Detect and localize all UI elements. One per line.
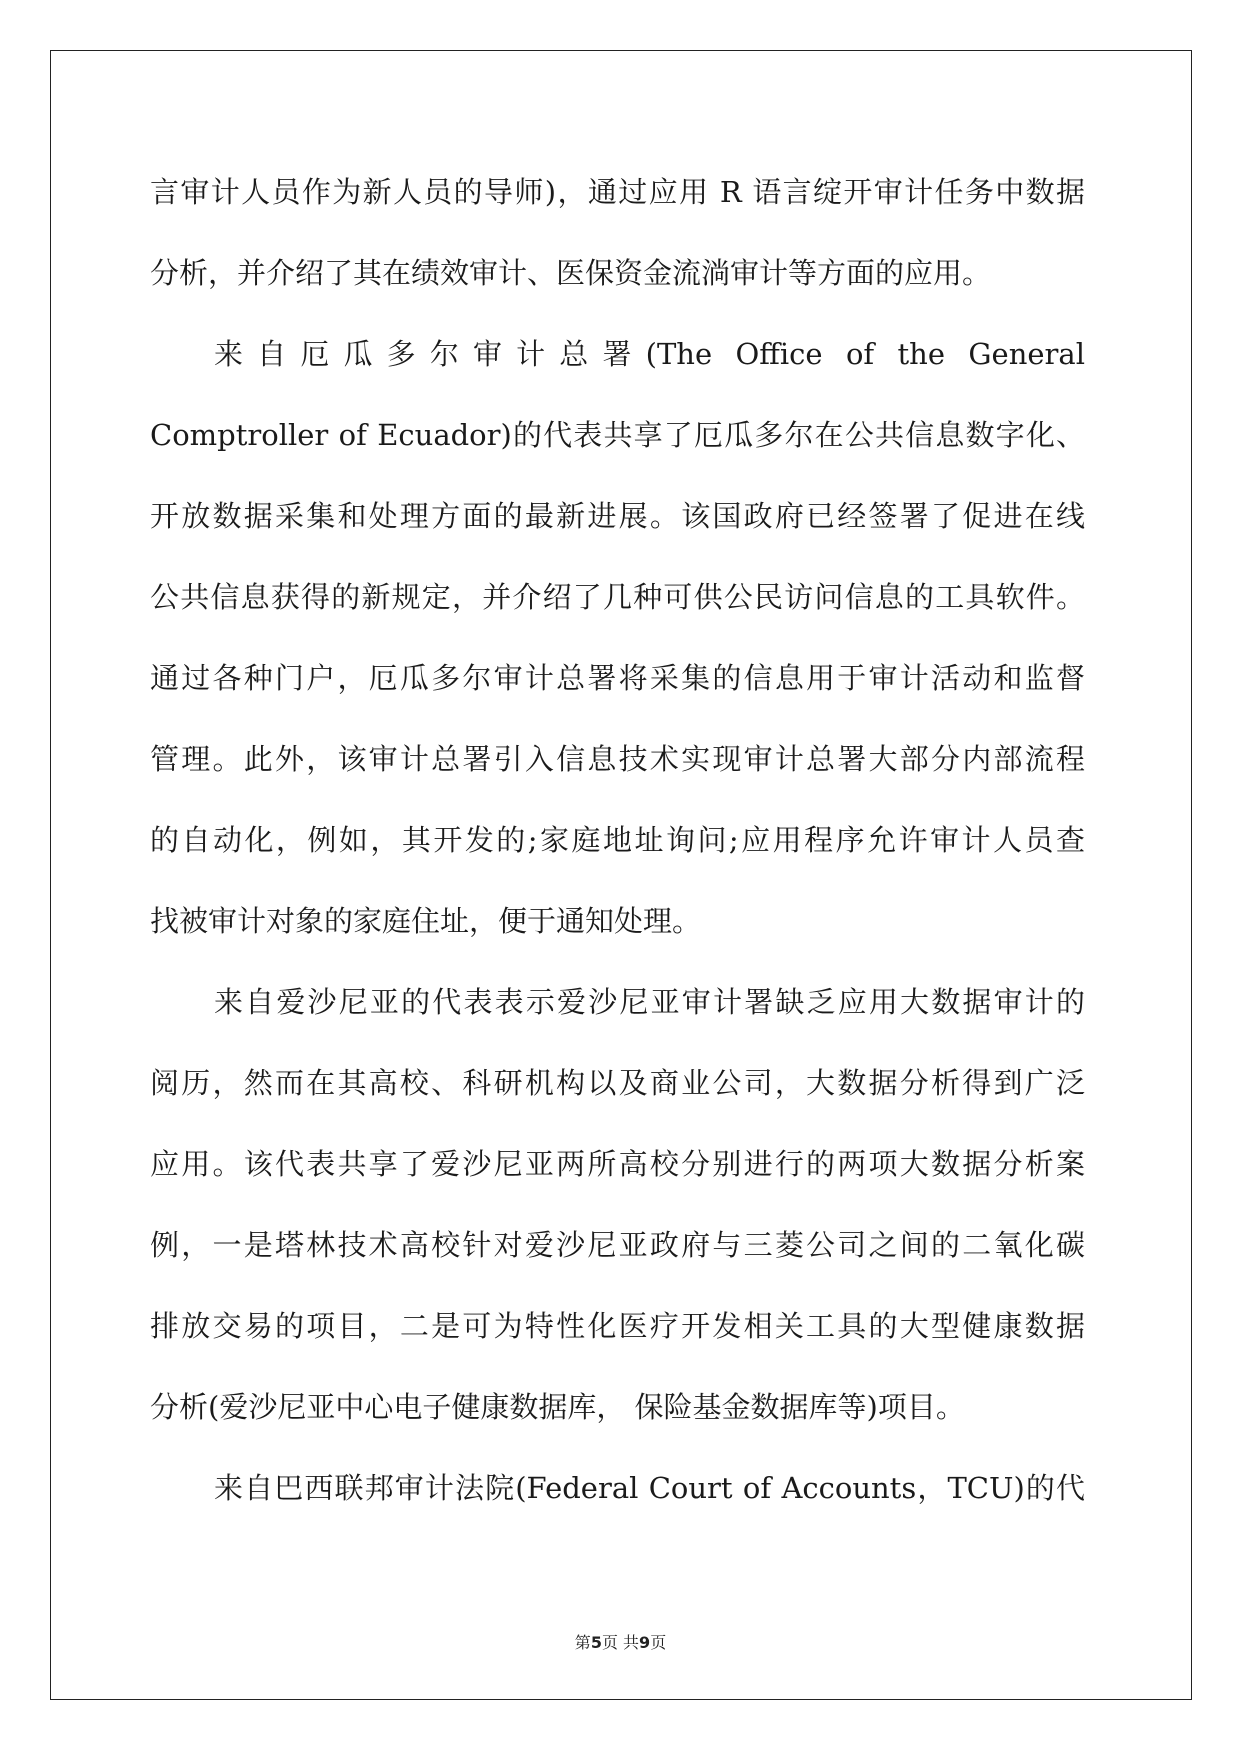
footer-prefix: 第 <box>574 1633 591 1652</box>
footer-suffix: 页 <box>650 1633 667 1652</box>
text-line: 阅历，然而在其高校、科研机构以及商业公司，大数据分析得到广泛 <box>150 1066 1085 1100</box>
text-line: 找被审计对象的家庭住址，便于通知处理。 <box>150 904 702 938</box>
text-line: 分析，并介绍了其在绩效审计、医保资金流淌审计等方面的应用。 <box>150 256 992 290</box>
footer-page-number: 5 <box>590 1633 602 1652</box>
text-line: 来自巴西联邦审计法院(Federal Court of Accounts，TCU)的代 <box>214 1471 1085 1505</box>
text-line: 的自动化，例如，其开发的;家庭地址询问;应用程序允许审计人员查 <box>150 823 1085 857</box>
text-line: 言审计人员作为新人员的导师)，通过应用 R 语言绽开审计任务中数据 <box>150 175 1085 209</box>
text-line: 通过各种门户，厄瓜多尔审计总署将采集的信息用于审计活动和监督 <box>150 661 1085 695</box>
text-line: 管理。此外，该审计总署引入信息技术实现审计总署大部分内部流程 <box>150 742 1085 776</box>
body-text <box>100 152 1100 1529</box>
text-line: 分析(爱沙尼亚中心电子健康数据库， 保险基金数据库等)项目。 <box>150 1390 965 1424</box>
text-line: 例，一是塔林技术高校针对爱沙尼亚政府与三菱公司之间的二氧化碳 <box>150 1228 1085 1262</box>
text-line: 公共信息获得的新规定，并介绍了几种可供公民访问信息的工具软件。 <box>150 580 1085 614</box>
page-footer <box>0 1630 1241 1653</box>
text-line: 应用。该代表共享了爱沙尼亚两所高校分别进行的两项大数据分析案 <box>150 1147 1085 1181</box>
text-line: 排放交易的项目，二是可为特性化医疗开发相关工具的大型健康数据 <box>150 1309 1085 1343</box>
text-line: 开放数据采集和处理方面的最新进展。该国政府已经签署了促进在线 <box>150 499 1085 533</box>
footer-middle: 页 共 <box>601 1633 640 1652</box>
text-line: 来自厄瓜多尔审计总署(The Office of the General <box>214 337 1085 371</box>
text-line: Comptroller of Ecuador)的代表共享了厄瓜多尔在公共信息数字化、 <box>150 418 1085 452</box>
text-line: 来自爱沙尼亚的代表表示爱沙尼亚审计署缺乏应用大数据审计的 <box>214 985 1085 1019</box>
footer-total-pages: 9 <box>639 1633 651 1652</box>
